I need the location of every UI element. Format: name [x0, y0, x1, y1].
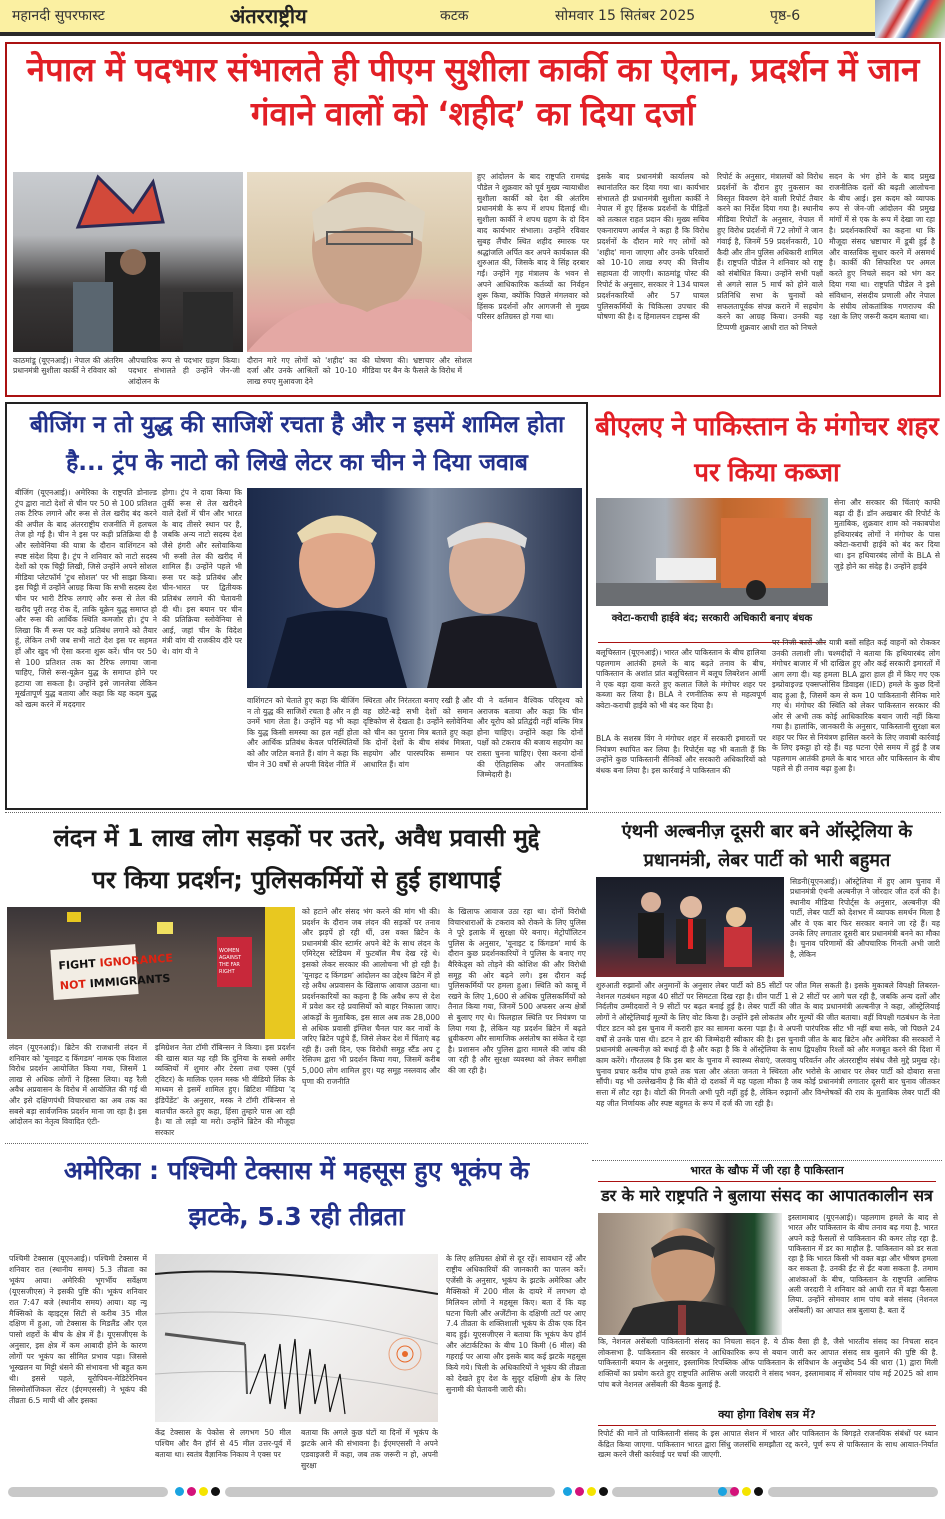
- bla-col-2: पर निजी कारों और यात्री बसों सहित कई वाहनों को रोककर उनकी तलाशी ली। चश्मदीदों ने बताया कि हथियारबंद लोग मंगोचर बाजार में भी दाखिल हुए और कई सरकारी इमारतों में आग लगा दी। यह हमला BLA द्वारा हाल ही में किए गए एक इम्प्रोवाइज्ड एक्सप्लोसिव डिवाइस (IED) हमले के कुछ दिनों बाद हुआ है, जिसमें कम से कम 10 पाकिस्तानी सैनिक मारे गए थे। मंगोचर की स्थिति को लेकर पाकिस्तान सरकार की ओर से अभी तक कोई आधिकारिक बयान जारी नहीं किया गया है। हालांकि, जानकारी के अनुसार, पाकिस्तानी सुरक्षा बल शहर पर फिर से नियंत्रण हासिल करने के लिए जवाबी कार्रवाई के लिए इकट्ठा हो रहे हैं। यह घटना ऐसे समय में हुई है जब पहलगाम आतंकी हमले के बाद भारत और पाकिस्तान के बीच पहले से ही तनाव बढ़ा हुआ है।: [772, 638, 940, 773]
- page-number: पृष्ठ-6: [770, 8, 801, 24]
- australia-body: शुरुआती रुझानों और अनुमानों के अनुसार लेबर पार्टी को 85 सीटों पर जीत मिल सकती है। इसके मुकाबले विपक्षी लिबरल-नेशनल गठबंधन महज 40 सीटों पर सिमटता दिख रहा है। ग्रीन पार्टी 1 से 2 सीटों पर आगे चल रही है, जबकि अन्य दलों और निर्दलीय उम्मीदवारों ने 9 सीटों पर बढ़त बनाई हुई है। लेबर पार्टी की जीत के बाद प्रधानमंत्री अल्बनीज़ ने कहा, ऑस्ट्रेलियाई लोगों ने ऑस्ट्रेलियाई मूल्यों के लिए वोट किया है। उन्होंने इसे लोकतंत्र और मूल्यों की जीत बताया। वहीं विपक्षी गठबंधन के नेता पीटर डटन को इस चुनाव में करारी हार का सामना करना पड़ा है। वे अपनी पारंपरिक सीट भी नहीं बचा सके, जो पिछले 24 वर्षों से उनके पास थी। डटन ने हार की जिम्मेदारी स्वीकार की है। इस चुनावी जीत के बाद ब्रिटेन और अमेरिका की सरकारों ने प्रधानमंत्री अल्बनीज़ को बधाई दी है और कहा है कि वे ऑस्ट्रेलिया के साथ द्विपक्षीय रिश्तों को और मजबूत करने की दिशा में काम करेंगे। गौरतलब है कि इस बार के चुनाव में स्वास्थ्य सेवाएं, जलवायु परिवर्तन और अंतरराष्ट्रीय संबंध जैसे मुद्दे प्रमुख रहे। चुनाव प्रचार करीब पांच हफ्ते तक चला और अंततः जनता ने स्थिरता और भरोसे के आधार पर लेबर पार्टी को दोबारा सत्ता सौंपी। यह भी उल्लेखनीय है कि बीते दो दशकों में यह पहला मौका है जब कोई प्रधानमंत्री लगातार दूसरी बार चुनाव जीतकर सत्ता में लौट रहा है। वोटों की गिनती अभी पूरी नहीं हुई है, लेकिन रुझानों और विश्लेषकों की राय के मुताबिक लेबर पार्टी की यह जीत निर्णायक और स्पष्ट बहुमत के रूप में दर्ज की जा रही है।: [596, 981, 940, 1108]
- two-leaders-illustration: [247, 488, 582, 688]
- registration-dot-yellow: [199, 1487, 208, 1496]
- divider: [592, 1160, 942, 1161]
- date: सोमवार 15 सितंबर 2025: [555, 8, 696, 24]
- kicker-rule: [598, 1181, 936, 1182]
- bla-col-1b: BLA के सशस्त्र विंग ने मंगोचर शहर में सरकारी इमारतों पर नियंत्रण स्थापित कर लिया है। रिपोर्ट्स यह भी बताती हैं कि उन्होंने कुछ पाकिस्तानी सैनिकों और सरकारी अधिकारियों को बंधक बना लिया है। इस कार्रवाई ने पाकिस्तान की: [596, 734, 766, 775]
- section-title: अंतरराष्ट्रीय: [230, 4, 307, 28]
- china-headline-line-2: है... ट्रंप के नाटो को लिखे लेटर का चीन ने दिया जवाब: [66, 450, 528, 476]
- china-col-1: बीजिंग (यूएनआई)। अमेरिका के राष्ट्रपति डोनाल्ड ट्रंप द्वारा नाटो देशों से चीन पर 50 से 100 प्रतिशत तक टैरिफ लगाने और रूस से तेल खरीद बंद करने की अपील के बाद अंतरराष्ट्रीय राजनीति में हलचल तेज हो गई है। चीन ने इस पर कड़ी प्रतिक्रिया दी है और स्लोवेनिया की यात्रा के दौरान वाशिंगटन को स्पष्ट संदेश दिया है। ट्रंप ने शनिवार को नाटो सदस्य देशों को एक चिट्ठी लिखी, जिसे उन्होंने अपने सोशल मीडिया प्लेटफॉर्म 'ट्रुथ सोशल' पर भी साझा किया। इस चिट्ठी में उन्होंने आग्रह किया कि सभी सदस्य देश चीन पर भारी टैरिफ लगाएं और रूस से तेल की खरीद पूरी तरह रोक दें, ताकि यूक्रेन युद्ध समाप्त हो और रूस की आर्थिक स्थिति कमजोर हो। ट्रंप ने लिखा कि मैं रूस पर कड़े प्रतिबंध लगाने को तैयार हूं, लेकिन तभी जब सभी नाटो देश इस पर सहमत हों और खुद भी ऐसा करना शुरू करें। चीन पर 50 से 100 प्रतिशत तक का टैरिफ लगाया जाना चाहिए, जिसे रूस-यूक्रेन युद्ध के समाप्त होने पर हटाया जा सकता है। उन्होंने इसे जानलेवा लेकिन मूर्खतापूर्ण युद्ध बताया और कहा कि यह कदम युद्ध को खत्म करने में मददगार: [15, 488, 157, 709]
- china-col-5: यी ने वर्तमान वैश्विक परिदृश्य को अराजक बताया और कहा कि चीन और यूरोप को प्रतिद्वंदी नहीं बल्कि मित्र होना चाहिए। उन्होंने कहा कि दोनों पक्षों को टकराव की बजाय सहयोग का रास्ता चुनना चाहिए। ऐसा करना दोनों की ऐतिहासिक और जनतांत्रिक जिम्मेदारी है।: [477, 696, 583, 780]
- nepal-col-4: की घोषणा की। भ्रष्टाचार और सोशल मीडिया पर बैन के फैसले के विरोध में: [362, 356, 472, 376]
- svg-text:WOMEN: WOMEN: [219, 948, 240, 954]
- nepal-headline: नेपाल में पदभार संभालते ही पीएम सुशीला कार्की का ऐलान, प्रदर्शन में जान गंवाने वालों को ‘शहीद’ का दिया दर्जा: [26, 50, 920, 133]
- pakistan-sub-body: रिपोर्ट की मानें तो पाकिस्तानी संसद के इस आपात सेशन में भारत और पाकिस्तान के बिगड़ते राजनयिक संबंधों पर ध्यान केंद्रित किया जाएगा. पाकिस्तान भारत द्वारा सिंधु जलसंधि समझौता रद्द करने, पूर्ण रूप से पाकिस्तान के साथ आयात-निर्यात खत्म करने जैसी कार्रवाई पर चर्चा की जाएगी.: [598, 1429, 938, 1460]
- nepal-col-3: दौरान मारे गए लोगों को 'शहीद' का दर्जा और उनके आश्रितों को 10-10 लाख रुपए मुआवजा देने: [247, 356, 357, 386]
- texas-headline-line-2: झटके, 5.3 रही तीव्रता: [188, 1202, 405, 1231]
- footer-bar: [768, 1487, 938, 1497]
- trump-wang-yi-photo: [247, 488, 582, 688]
- china-col-4: स्थिरता और निरंतरता बनाए रखी है और वह छोटे-बड़े सभी देशों को समान दृष्टिकोण से देखता है। उन्होंने स्लोवेनिया को चीन का पुराना मित्र बताते हुए कहा कि दोनों देशों के बीच संबंध मित्रता, सहयोग और पारस्परिक सम्मान पर आधारित हैं। वांग: [363, 696, 473, 769]
- pakistan-kicker: भारत के खौफ में जी रहा है पाकिस्तान: [690, 1164, 844, 1177]
- china-col-3: वाशिंगटन को चेताते हुए कहा कि बीजिंग न तो युद्ध की साजिशें रचता है और न ही उनमें भाग लेता है। उन्होंने यह भी कहा कि युद्ध किसी समस्या का हल नहीं होता और आर्थिक प्रतिबंध केवल परिस्थितियों को और जटिल बनाते हैं। वांग ने कहा कि चीन ने 30 वर्षों से अपनी विदेश नीति में: [247, 696, 359, 769]
- svg-text:NOT IMMIGRANTS: NOT IMMIGRANTS: [59, 971, 171, 993]
- portrait-illustration: [598, 1213, 782, 1335]
- world-flags-image: [875, 0, 945, 38]
- trucks-highway-photo: [596, 498, 828, 606]
- pakistan-story: [592, 1163, 942, 1493]
- london-story: [5, 815, 588, 1145]
- texas-story: [5, 1146, 588, 1491]
- city: कटक: [440, 8, 469, 24]
- bla-photo-caption: क्वेटा-कराची हाईवे बंद; सरकारी अधिकारी बनाए बंधक: [611, 613, 813, 624]
- australia-side-col: सिडनी(यूएनआई)। ऑस्ट्रेलिया में हुए आम चुनाव में प्रधानमंत्री एंथनी अल्बनीज़ ने जोरदार जीत दर्ज की है। स्थानीय मीडिया रिपोर्ट्स के अनुसार, अल्बनीज़ की पार्टी, लेबर पार्टी को देशभर में व्यापक समर्थन मिला है और वे एक बार फिर सरकार बनाने जा रहे हैं। यह उनके लिए लगातार दूसरी बार प्रधानमंत्री बनने का मौका है। चुनाव परिणामों की औपचारिक गिनती अभी जारी है, लेकिन: [790, 877, 940, 959]
- australia-headline: एंथनी अल्बनीज़ दूसरी बार बने ऑस्ट्रेलिया के प्रधानमंत्री, लेबर पार्टी को भारी बहुमत: [621, 821, 913, 871]
- bla-headline: बीएलए ने पाकिस्तान के मंगोचर शहर पर किया कब्जा: [595, 412, 939, 488]
- divider: [5, 812, 941, 813]
- london-col-2: इमिग्रेशन नेता टॉमी रॉबिन्सन ने किया। इस प्रदर्शन की खास बात यह रही कि दुनिया के सबसे अमीर व्यक्तियों में शुमार और टेस्ला तथा एक्स (पूर्व ट्विटर) के मालिक एलन मस्क भी वीडियो लिंक के माध्यम से इसमें शामिल हुए। ब्रिटिश मीडिया 'द इंडिपेंडेंट' के अनुसार, मस्क ने टॉमी रॉबिन्सन से बातचीत करते हुए कहा, हिंसा तुम्हारे पास आ रही है। या तो लड़ो या मरो। उन्होंने ब्रिटेन की मौजूदा सरकार: [155, 1043, 295, 1137]
- seismograph-illustration: [155, 1254, 438, 1422]
- london-col-4: के खिलाफ आवाज उठा रहा था। दोनों विरोधी विचारधाराओं के टकराव को रोकने के लिए पुलिस ने पूरे इलाके में सुरक्षा घेरे बनाए। मेट्रोपॉलिटन पुलिस के अनुसार, 'यूनाइट द किंगडम' मार्च के दौरान कुछ प्रदर्शनकारियों ने पुलिस के बनाए गए बैरिकेड्स को तोड़ने की कोशिश की और विरोधी समूह की ओर बढ़ने लगे। इस दौरान कई पुलिसकर्मियों पर हमला हुआ। स्थिति को काबू में रखने के लिए 1,600 से अधिक पुलिसकर्मियों को तैनात किया गया, जिनमें 500 अफसर अन्य क्षेत्रों से बुलाए गए थे। फिलहाल स्थिति पर नियंत्रण पा लिया गया है, लेकिन यह प्रदर्शन ब्रिटेन में बढ़ते ध्रुवीकरण और सामाजिक असंतोष का संकेत दे रहा है। प्रशासन और पुलिस द्वारा मामले की जांच की जा रही है और सुरक्षा व्यवस्था को लेकर समीक्षा की जा रही है।: [448, 907, 586, 1075]
- registration-dot-black: [211, 1487, 220, 1496]
- registration-dot-magenta: [187, 1487, 196, 1496]
- texas-col-1: पश्चिमी टेक्सास (यूएनआई)। पश्चिमी टेक्सास में शनिवार रात (स्थानीय समय) 5.3 तीव्रता का भूकंप आया। अमेरिकी भूगर्भीय सर्वेक्षण (यूएसजीएस) ने इसकी पुष्टि की। भूकंप शनिवार रात 7:47 बजे (स्थानीय समय) आया। यह न्यू मैक्सिको के व्हाइट्स सिटी से करीब 35 मील दक्षिण में हुआ, जो टेक्सास के मिडलैंड और एल पासो शहरों के बीच के क्षेत्र में है। यूएसजीएस के अनुसार, इस क्षेत्र में कम आबादी होने के कारण लोगों पर भूकंप का सीमित प्रभाव पड़ा। जिससे भूस्खलन या मिट्टी धंसने की संभावना भी बहुत कम थी। इससे पहले, यूरोपियन-मेडिटेरेनियन सिस्मोलॉजिकल सेंटर (ईएमएससी) ने भूकंप की तीव्रता 6.5 मापी थी और इसका: [9, 1254, 147, 1405]
- nepal-col-8: सदन के भंग होने के बाद प्रमुख राजनीतिक दलों की बढ़ती आलोचना के बीच आई। इस कदम को व्यापक रूप से जेन-जी आंदोलन की प्रमुख मांगों में से एक के रूप में देखा जा रहा है। प्रदर्शनकारियों का कहना था कि मौजूदा संसद भ्रष्टाचार में डूबी हुई है और वास्तविक सुधार करने में असमर्थ है। कार्की की सिफारिश पर अमल करते हुए निचले सदन को भंग कर दिया गया था। राष्ट्रपति पौडेल ने इसे संविधान, संसदीय प्रणाली और नेपाल के संघीय लोकतांत्रिक गणराज्य की रक्षा के लिए जरूरी कदम बताया था।: [829, 172, 935, 322]
- london-headline-line-2: पर किया प्रदर्शन; पुलिसकर्मियों से हुई हाथापाई: [92, 866, 501, 894]
- registration-dot-cyan: [718, 1487, 727, 1496]
- registration-dot-cyan: [175, 1487, 184, 1496]
- pakistan-subhead: क्या होगा विशेष सत्र में?: [718, 1408, 816, 1421]
- divider: [5, 1143, 588, 1144]
- registration-dot-yellow: [742, 1487, 751, 1496]
- footer-bar: [225, 1487, 555, 1497]
- pakistan-side-col: इस्लामाबाद (यूएनआई)। पहलगाम हमले के बाद से भारत और पाकिस्तान के बीच तनाव बढ़ गया है. भारत अपने कड़े फैसलों से पाकिस्तान की कमर तोड़ रहा है. पाकिस्तान में डर का माहौल है. पाकिस्तान को डर सता रहा है कि भारत किसी भी वक्त बड़ा और भीषण हमला कर सकता है. उनकी ईंट से ईंट बजा सकता है. तमाम आशंकाओं के बीच, पाकिस्तान के राष्ट्रपति आसिफ अली जरदारी ने शनिवार को आधी रात में बड़ा फैसला लिया. उन्होंने सोमवार शाम पांच बजे संसद (नेशनल असेंबली) का आपात सत्र बुलाया है. बता दें: [788, 1213, 938, 1315]
- london-headline-line-1: लंदन में 1 लाख लोग सड़कों पर उतरे, अवैध प्रवासी मुद्दे: [53, 824, 540, 852]
- protest-signs-illustration: [7, 907, 295, 1039]
- footer-bar: [8, 1487, 168, 1497]
- zardari-photo: [598, 1213, 782, 1335]
- texas-col-2: केंद्र टेक्सास के पेकोस से लगभग 50 मील पश्चिम और वैन हॉर्न से 45 मील उत्तर-पूर्व में बताया था। स्वतंत्र वैज्ञानिक निकाय ने एक्स पर: [155, 1428, 291, 1459]
- registration-dot-yellow: [587, 1487, 596, 1496]
- seismograph-photo: [155, 1254, 438, 1422]
- registration-dot-black: [599, 1487, 608, 1496]
- portrait-illustration: [247, 172, 472, 352]
- flag-protest-photo: [13, 172, 243, 352]
- pakistan-headline: डर के मारे राष्ट्रपति ने बुलाया संसद का आपातकालीन सत्र: [601, 1186, 933, 1205]
- nepal-story: [5, 42, 941, 397]
- victory-illustration: [596, 877, 784, 977]
- bla-col-1: बलूचिस्तान (यूएनआई)। भारत और पाकिस्तान के बीच हालिया पहलगाम आतंकी हमले के बाद बढ़ते तनाव के बीच, पाकिस्तान के अशांत प्रांत बलूचिस्तान में बलूच लिबरेशन आर्मी ने एक बड़ा दावा करते हुए कलात जिले के मंगोचर शहर पर कब्जा कर लिया है। BLA ने रणनीतिक रूप से महत्वपूर्ण क्वेटा-कराची हाईवे को भी बंद कर दिया है।: [596, 648, 766, 710]
- svg-text:AGAINST: AGAINST: [219, 955, 242, 961]
- nepal-col-7: रिपोर्ट के अनुसार, मंत्रालयों को विरोध प्रदर्शनों के दौरान हुए नुकसान का विस्तृत विवरण देने वाली रिपोर्ट तैयार करने का निर्देश दिया गया है। स्थानीय मीडिया रिपोर्टों के अनुसार, नेपाल में हुए विरोध प्रदर्शनों में 72 लोगों ने जान गंवाई है, जिनमें 59 प्रदर्शनकारी, 10 कैदी और तीन पुलिस अधिकारी शामिल हैं। राष्ट्रपति पौडेल ने शनिवार को राष्ट्र को संबोधित किया। उन्होंने सभी पक्षों से अगले साल 5 मार्च को होने वाले प्रतिनिधि सभा के चुनावों को सफलतापूर्वक संपन्न कराने में सहयोग करने का आग्रह किया। उनकी यह टिप्पणी शुक्रवार आधी रात को निचले: [717, 172, 823, 333]
- bla-side-col: सेना और सरकार की चिंताएं काफी बढ़ा दी हैं। डॉन अखबार की रिपोर्ट के मुताबिक, शुक्रवार शाम को नकाबपोश हथियारबंद लोगों ने मंगोचर के पास क्वेटा-कराची हाईवे को बंद कर दिया था। इन हथियारबंद लोगों के BLA से जुड़े होने का संदेह है। उन्होंने हाईवे: [834, 498, 940, 571]
- london-col-1: लंदन (यूएनआई)। ब्रिटेन की राजधानी लंदन में शनिवार को 'यूनाइट द किंगडम' नामक एक विशाल विरोध प्रदर्शन आयोजित किया गया, जिसमें 1 लाख से अधिक लोगों ने हिस्सा लिया। यह रैली अवैध अप्रवासन के विरोध में आयोजित की गई थी और इसे दक्षिणपंथी विचारधारा का अब तक का सबसे बड़ा सार्वजनिक प्रदर्शन माना जा रहा है। इस आंदोलन का नेतृत्व विवादित एंटी-: [9, 1043, 147, 1127]
- nepal-col-5: हुए आंदोलन के बाद राष्ट्रपति रामचंद्र पौडेल ने शुक्रवार को पूर्व मुख्य न्यायाधीश सुशीला कार्की को देश की अंतरिम प्रधानमंत्री के रूप में शपथ दिलाई थी। सुशीला कार्की ने शपथ ग्रहण के दो दिन बाद कार्यभार संभाला। उन्होंने रविवार सुबह लैंचौर स्थित शहीद स्मारक पर श्रद्धांजलि अर्पित कर अपने कार्यकाल की शुरुआत की, जिसके बाद वे सिंह दरबार गईं। उन्होंने गृह मंत्रालय के भवन से अपने आधिकारिक कर्तव्यों का निर्वहन शुरू किया, क्योंकि पिछले मंगलवार को हिंसक प्रदर्शनों और आगजनी से मुख्य परिसर क्षतिग्रस्त हो गया था।: [477, 172, 589, 322]
- london-protest-photo: [7, 907, 295, 1039]
- registration-dot-magenta: [730, 1487, 739, 1496]
- sushila-karki-photo: [247, 172, 472, 352]
- texas-col-4: के लिए क्षतिग्रस्त क्षेत्रों से दूर रहें। सावधान रहें और राष्ट्रीय अधिकारियों की जानकारी का पालन करें। एजेंसी के अनुसार, भूकंप के झटके अमेरिका और मैक्सिको में 200 मील के दायरे में लगभग दो मिलियन लोगों ने महसूस किए। बता दें कि यह घटना चिली और अर्जेंटीना के दक्षिणी तटों पर आए 7.4 तीव्रता के शक्तिशाली भूकंप के ठीक एक दिन बाद हुई। यूएसजीएस ने बताया कि भूकंप केप हॉर्न और अंटार्कटिका के बीच 10 किमी (6 मील) की गहराई पर आया और इसके बाद कई झटके महसूस किये गये। चिली के अधिकारियों ने भूकंप की तीव्रता को देखते हुए देश के सुदूर दक्षिणी क्षेत्र के लिए सुनामी की चेतावनी जारी की।: [446, 1254, 586, 1394]
- pakistan-body: कि, नेशनल असेंबली पाकिस्तानी संसद का निचला सदन है. ये ठीक वैसा ही है, जैसे भारतीय संसद का निचला सदन लोकसभा है. पाकिस्तान की सरकार ने आधिकारिक रूप से बयान जारी कर आपात संसद सत्र बुलाने की पुष्टि की है. पाकिस्तानी बयान के अनुसार, इस्लामिक रिपब्लिक ऑफ पाकिस्तान के संविधान के अनुच्छेद 54 की धारा (1) द्वारा मिली शक्तियों का प्रयोग करते हुए राष्ट्रपति आसिफ अली जरदारी ने संसद भवन, इस्लामाबाद में सोमवार पांच मई 2025 को शाम पांच बजे नेशनल असेंबली की बैठक बुलाई है.: [598, 1337, 938, 1389]
- svg-text:FIGHT IGNORANCE: FIGHT IGNORANCE: [58, 951, 174, 973]
- bla-story: [592, 402, 942, 810]
- albanese-victory-photo: [596, 877, 784, 977]
- china-headline-line-1: बीजिंग न तो युद्ध की साजिशें रचता है और न इसमें शामिल होता: [29, 412, 565, 438]
- texas-headline-line-1: अमेरिका : पश्चिमी टेक्सास में महसूस हुए भूकंप के: [63, 1156, 530, 1185]
- nepal-col-1: काठमांडू (यूएनआई)। नेपाल की अंतरिम प्रधानमंत्री सुशीला कार्की ने रविवार को: [13, 356, 123, 376]
- china-col-2: होगा। ट्रंप ने दावा किया कि तुर्की रूस से तेल खरीदने वाले देशों में चीन और भारत के बाद तीसरे स्थान पर है, जबकि अन्य नाटो सदस्य देश जैसे हंगरी और स्लोवाकिया भी रूसी तेल की खरीद में शामिल हैं। उन्होंने पहले भी रूस पर कड़े प्रतिबंध और चीन-भारत पर द्वितीयक प्रतिबंध लगाने की चेतावनी दी थी। इस बयान पर चीन की प्रतिक्रिया स्लोवेनिया से आई, जहां चीन के विदेश मंत्री वांग यी राजकीय दौरे पर थे। वांग यी ने: [162, 488, 242, 656]
- china-story: [5, 402, 588, 810]
- paper-name: महानदी सुपरफास्ट: [12, 8, 105, 24]
- nepal-col-6: इसके बाद प्रधानमंत्री कार्यालय को स्थानांतरित कर दिया गया था। कार्यभार संभालते ही प्रधानमंत्री सुशीला कार्की ने नेपाल में हुए हिंसक प्रदर्शनों के पीड़ितों को तत्काल राहत प्रदान की। मुख्य सचिव एकनारायण आर्यल ने कहा है कि विरोध प्रदर्शनों के दौरान मारे गए लोगों को 'शहीद' माना जाएगा और उनके परिवारों को 10-10 लाख रुपए की वित्तीय सहायता दी जाएगी। काठमांडू पोस्ट की रिपोर्ट के अनुसार, सरकार ने 134 घायल प्रदर्शनकारियों और 57 घायल पुलिसकर्मियों के चिकित्सा उपचार की घोषणा की है। द हिमालयन टाइम्स की: [597, 172, 709, 322]
- registration-dot-black: [754, 1487, 763, 1496]
- texas-col-3: बताया कि अगले कुछ घंटों या दिनों में भूकंप के झटके आने की संभावना है। ईएमएससी ने अपने एडवाइजरी में कहा, जब तक जरूरी न हो, अपनी सुरक्षा: [301, 1428, 438, 1470]
- subhead-rule: [598, 1425, 936, 1426]
- registration-dot-magenta: [575, 1487, 584, 1496]
- australia-story: [592, 815, 942, 1160]
- svg-text:RIGHT: RIGHT: [219, 969, 235, 975]
- nepal-col-2: औपचारिक रूप से पदभार ग्रहण किया। पदभार संभालते ही उन्होंने जेन-जी आंदोलन के: [128, 356, 240, 386]
- flag-protest-illustration: [13, 172, 243, 352]
- london-col-3: को हटाने और संसद भंग करने की मांग भी की। प्रदर्शन के दौरान जब लंदन की सड़कों पर तनाव और झड़पें हो रही थीं, उस वक्त ब्रिटेन के प्रधानमंत्री कीर स्टार्मर अपने बेटे के साथ लंदन के एमिरेट्स स्टेडियम में फुटबॉल मैच देख रहे थे। इसको लेकर सरकार की आलोचना भी हो रही है। 'यूनाइट द किंगडम' आंदोलन का उद्देश्य ब्रिटेन में हो रहे अवैध अप्रवासन के खिलाफ आवाज उठाना था। प्रदर्शनकारियों का कहना है कि अवैध रूप से देश में प्रवेश कर रहे प्रवासियों को बाहर निकाला जाए। आंकड़ों के मुताबिक, इस साल अब तक 28,000 से अधिक प्रवासी इंग्लिश चैनल पार कर नावों के जरिए ब्रिटेन पहुंचे हैं, जिसे लेकर देश में चिंताएं बढ़ रही हैं। उसी दिन, एक विरोधी समूह स्टैंड अप टू रेसिज्म द्वारा भी प्रदर्शन किया गया, जिसमें करीब 5,000 लोग शामिल हुए। यह समूह नस्लवाद और घृणा की राजनीति: [302, 907, 440, 1086]
- trucks-illustration: [596, 498, 828, 606]
- svg-text:THE FAR: THE FAR: [219, 962, 240, 968]
- registration-dot-cyan: [563, 1487, 572, 1496]
- masthead: [0, 0, 945, 36]
